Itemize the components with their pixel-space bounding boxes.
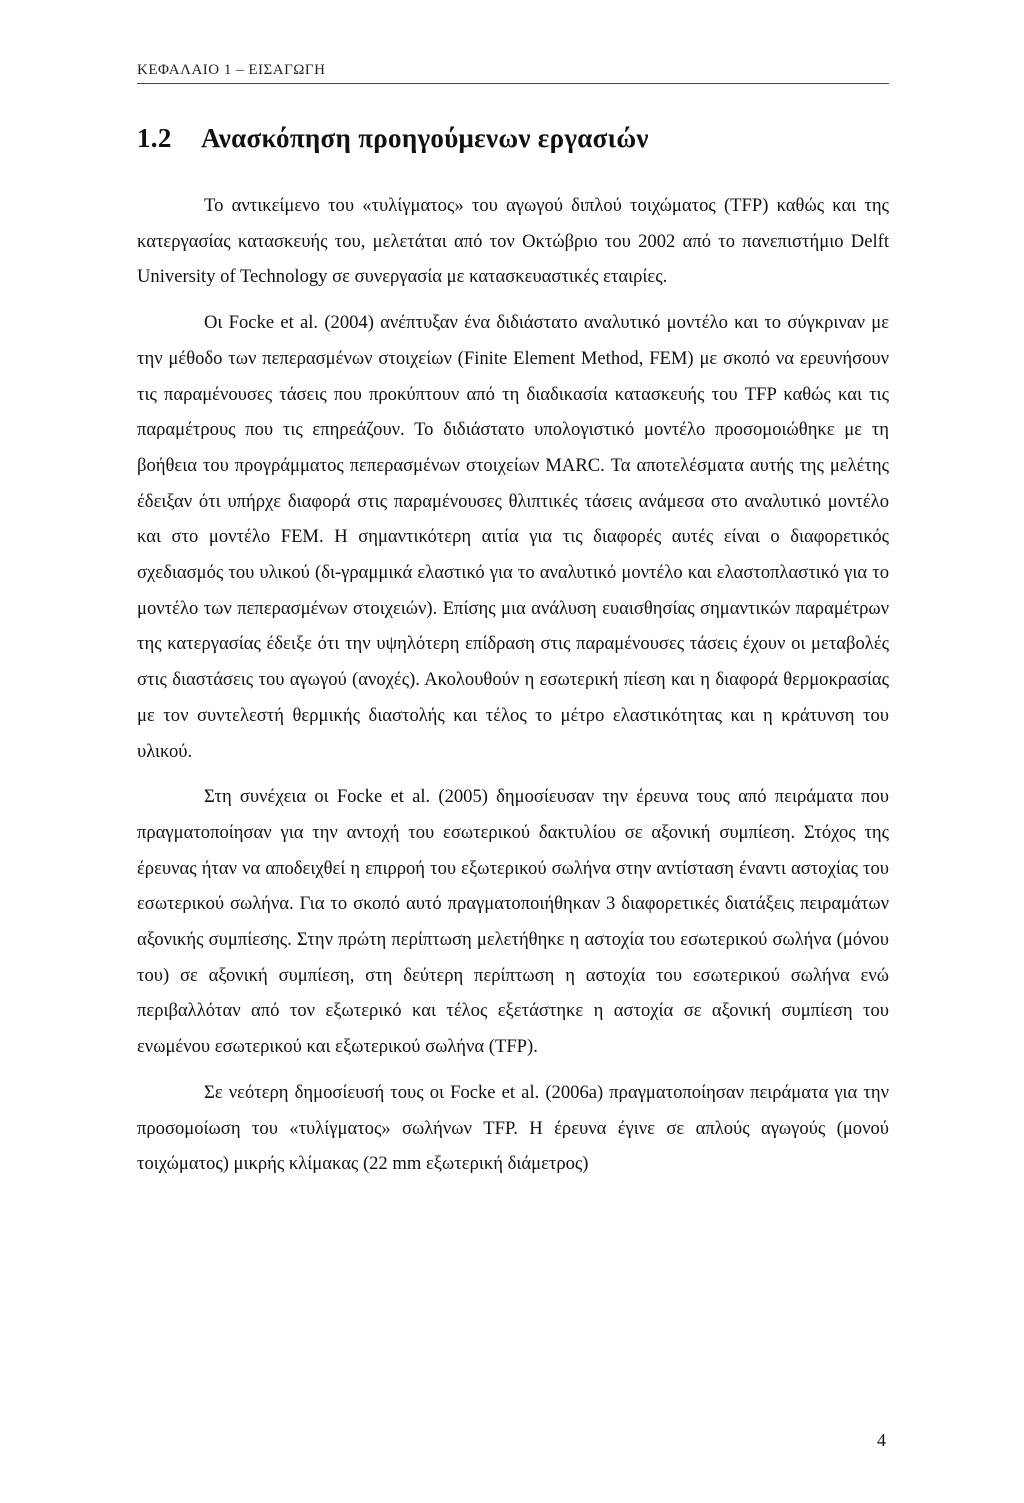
body-text bbox=[137, 188, 889, 1192]
page-number: 4 bbox=[877, 1430, 886, 1450]
paragraph-3: Στη συνέχεια οι Focke et al. (2005) δημοσίευσαν την έρευνα τους από πειράματα που πραγματοποίησαν για την αντοχή του εσωτερικού δακτυλίου σε αξονική συμπίεση. Στόχος της έρευνας ήταν να αποδειχθεί η επιρροή του εξωτερικού σωλήνα στην αντίσταση έναντι αστοχίας του εσωτερικού σωλήνα. Για το σκοπό αυτό πραγματοποιήθηκαν 3 διαφορετικές διατάξεις πειραμάτων αξονικής συμπίεσης. Στην πρώτη περίπτωση μελετήθηκε η αστοχία του εσωτερικού σωλήνα (μόνου του) σε αξονική συμπίεση, στη δεύτερη περίπτωση η αστοχία του εσωτερικού σωλήνα ενώ περιβαλλόταν από τον εξωτερικό και τέλος εξετάστηκε η αστοχία σε αξονική συμπίεση του ενωμένου εσωτερικού και εξωτερικού σωλήνα (TFP). bbox=[137, 786, 889, 1058]
header-rule bbox=[137, 83, 889, 84]
paragraph-1: Το αντικείμενο του «τυλίγματος» του αγωγού διπλού τοιχώματος (TFP) καθώς και της κατεργασίας κατασκευής του, μελετάται από τον Οκτώβριο του 2002 από το πανεπιστήμιο Delft University of Technology σε συνεργασία με κατασκευαστικές εταιρίες. bbox=[137, 195, 889, 288]
section-title: Ανασκόπηση προηγούμενων εργασιών bbox=[201, 123, 649, 153]
paragraph-4: Σε νεότερη δημοσίευσή τους οι Focke et al. (2006a) πραγματοποίησαν πειράματα για την προσομοίωση του «τυλίγματος» σωλήνων TFP. Η έρευνα έγινε σε απλούς αγωγούς (μονού τοιχώματος) μικρής κλίμακας (22 mm εξωτερική διάμετρος) bbox=[137, 1081, 889, 1175]
paragraph-2: Οι Focke et al. (2004) ανέπτυξαν ένα διδιάστατο αναλυτικό μοντέλο και το σύγκριναν με την μέθοδο των πεπερασμένων στοιχείων (Finite Element Method, FEM) με σκοπό να ερευνήσουν τις παραμένουσες τάσεις που προκύπτουν από τη διαδικασία κατασκευής του TFP καθώς και τις παραμέτρους που τις επηρεάζουν. Το διδιάστατο υπολογιστικό μοντέλο προσομοιώθηκε με τη βοήθεια του προγράμματος πεπερασμένων στοιχείων MARC. Τα αποτελέσματα αυτής της μελέτης έδειξαν ότι υπήρχε διαφορά στις παραμένουσες θλιπτικές τάσεις ανάμεσα στο αναλυτικό μοντέλο και στο μοντέλο FEM. Η σημαντικότερη αιτία για τις διαφορές αυτές είναι ο διαφορετικός σχεδιασμός του υλικού (δι-γραμμικά ελαστικό για το αναλυτικό μοντέλο και ελαστοπλαστικό για το μοντέλο των πεπερασμένων στοιχειών). Επίσης μια ανάλυση ευαισθησίας σημαντικών παραμέτρων της κατεργασίας έδειξε ότι την υψηλότερη επίδραση στις παραμένουσες τάσεις έχουν οι μεταβολές στις διαστάσεις του αγωγού (ανοχές). Ακολουθούν η εσωτερική πίεση και η διαφορά θερμοκρασίας με τον συντελεστή θερμικής διαστολής και τέλος το μέτρο ελαστικότητας και η κράτυνση του υλικού. bbox=[137, 312, 889, 762]
section-number: 1.2 bbox=[137, 123, 172, 153]
running-header: ΚΕΦΑΛΑΙΟ 1 – ΕΙΣΑΓΩΓΗ bbox=[137, 62, 326, 78]
section-heading bbox=[137, 123, 649, 154]
